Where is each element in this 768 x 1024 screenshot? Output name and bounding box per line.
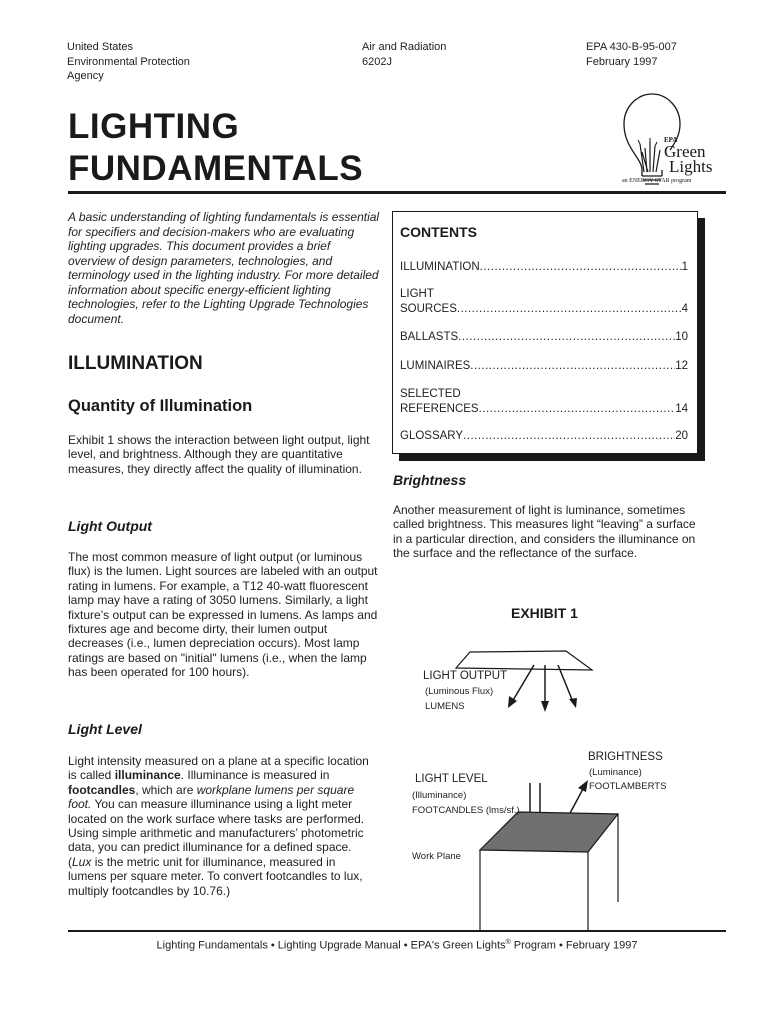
contents-title: CONTENTS — [400, 224, 477, 240]
label-luminance: (Luminance) — [589, 767, 642, 778]
header-doc-info — [586, 40, 677, 69]
footer-rule — [68, 930, 726, 932]
contents-label: SELECTED — [400, 388, 461, 400]
term-illuminance: illuminance — [114, 768, 181, 783]
header-office-line: Air and Radiation — [362, 41, 447, 53]
contents-label: REFERENCES — [400, 402, 479, 415]
contents-page: 1 — [681, 261, 688, 273]
contents-item-ballasts[interactable] — [400, 330, 688, 345]
label-work-plane: Work Plane — [412, 851, 461, 862]
subheading-quantity: Quantity of Illumination — [68, 397, 253, 415]
heading-brightness: Brightness — [393, 472, 467, 488]
header-agency — [67, 40, 190, 84]
illumination-paragraph: Exhibit 1 shows the interaction between light output, light level, and brightness. Although they are quantitative measures, they directly affect the quality of illumination. — [68, 433, 370, 476]
intro-paragraph: A basic understanding of lighting fundamentals is essential for specifiers and decision-makers who are evaluating lighting upgrades. This document provides a brief overview of design parameters, technologies, and terminology used in the lighting industry. For more detailed information about specific energy-efficient lighting technologies, refer to the Lighting Upgrade Technologies document. — [68, 210, 380, 326]
green-lights-logo — [612, 90, 730, 190]
work-plane-surface — [480, 812, 618, 852]
light-output-arrow — [558, 665, 573, 702]
contents-item-illumination[interactable] — [400, 260, 688, 275]
contents-label: GLOSSARY — [400, 430, 464, 442]
contents-item-glossary[interactable] — [400, 429, 688, 444]
header-agency-line: Environmental Protection — [67, 55, 190, 68]
logo-epa: EPA — [664, 136, 678, 144]
label-lumens: LUMENS — [425, 701, 465, 712]
term-lux: Lux — [72, 854, 92, 869]
exhibit-title: EXHIBIT 1 — [511, 605, 578, 621]
contents-page: 20 — [675, 430, 688, 442]
contents-label: SOURCES — [400, 302, 457, 315]
label-footlamberts: FOOTLAMBERTS — [589, 781, 667, 792]
contents-item-luminaires[interactable] — [400, 359, 688, 374]
header-agency-line: United States — [67, 41, 134, 53]
logo-lights: Lights — [669, 157, 713, 176]
contents-label: LUMINAIRES — [400, 360, 471, 372]
brightness-paragraph: Another measurement of light is luminance, sometimes called brightness. This measures light “leaving” a surface in a particular direction, and considers the illuminance on the surface and the reflectance of the surface. — [393, 503, 696, 561]
header-agency-line: Agency — [67, 70, 104, 82]
heading-light-level: Light Level — [68, 721, 142, 737]
page-footer: Lighting Fundamentals • Lighting Upgrade Manual • EPA's Green Lights® Program • February 1997 — [156, 939, 638, 952]
heading-light-output: Light Output — [68, 518, 152, 534]
contents-label: BALLASTS — [400, 331, 459, 343]
header-office-line: 6202J — [362, 55, 392, 68]
label-light-output: LIGHT OUTPUT — [423, 670, 508, 682]
label-illuminance: (Illuminance) — [412, 790, 467, 801]
light-output-paragraph: The most common measure of light output (or luminous flux) is the lumen. Light sources are labeled with an output rating in lumens. For example, a T12 40-watt fluorescent lamp may have a rating of 3050 lumens. Similarly, a light fixture’s output can be expressed in lumens. As lamps and fixtures age and become dirty, their lumen output decreases (i.e., lumen depreciation occurs). Most lamp ratings are based on "initial" lumens (i.e., when the lamp has been operated for 100 hours). — [68, 550, 378, 680]
doc-number: EPA 430-B-95-007 — [586, 41, 677, 53]
light-level-paragraph: Light intensity measured on a plane at a specific location is called illuminance. Illuminance is measured in footcandles, which are workplane lumens per square foot. You can measure illuminance using a light meter located on the work surface where tasks are performed. Using simple arithmetic and manufacturers’ photometric data, you can predict illuminance for a defined space. (Lux is the metric unit for illuminance, measured in lumens per square meter. To convert footcandles to lux, multiply footcandles by 10.76.) — [68, 754, 369, 898]
label-brightness: BRIGHTNESS — [588, 751, 663, 763]
term-footcandles: footcandles — [68, 782, 136, 797]
page-title-line: FUNDAMENTALS — [68, 149, 364, 188]
contents-page: 4 — [681, 302, 688, 315]
contents-label: LIGHT — [400, 288, 434, 300]
contents-box — [392, 211, 698, 454]
page-title — [68, 106, 363, 190]
page-title-line: LIGHTING — [68, 107, 240, 146]
contents-item-references[interactable] — [400, 387, 688, 416]
logo-green: Green — [664, 142, 706, 161]
light-output-arrow — [512, 665, 534, 702]
contents-page: 12 — [675, 360, 688, 372]
label-footcandles: FOOTCANDLES (lms/sf.) — [412, 805, 520, 816]
section-heading-illumination: ILLUMINATION — [68, 353, 203, 374]
luminaire-shape — [456, 651, 592, 670]
label-light-level: LIGHT LEVEL — [415, 773, 488, 785]
contents-item-light-sources[interactable] — [400, 287, 688, 316]
contents-label: ILLUMINATION — [400, 261, 480, 273]
doc-date: February 1997 — [586, 55, 658, 68]
logo-tagline: an ENERGY STAR program — [622, 178, 692, 184]
contents-page: 14 — [675, 402, 688, 415]
title-rule — [68, 191, 726, 194]
exhibit-diagram — [400, 640, 720, 930]
label-luminous-flux: (Luminous Flux) — [425, 686, 494, 697]
header-office — [362, 40, 446, 69]
contents-page: 10 — [675, 331, 688, 343]
